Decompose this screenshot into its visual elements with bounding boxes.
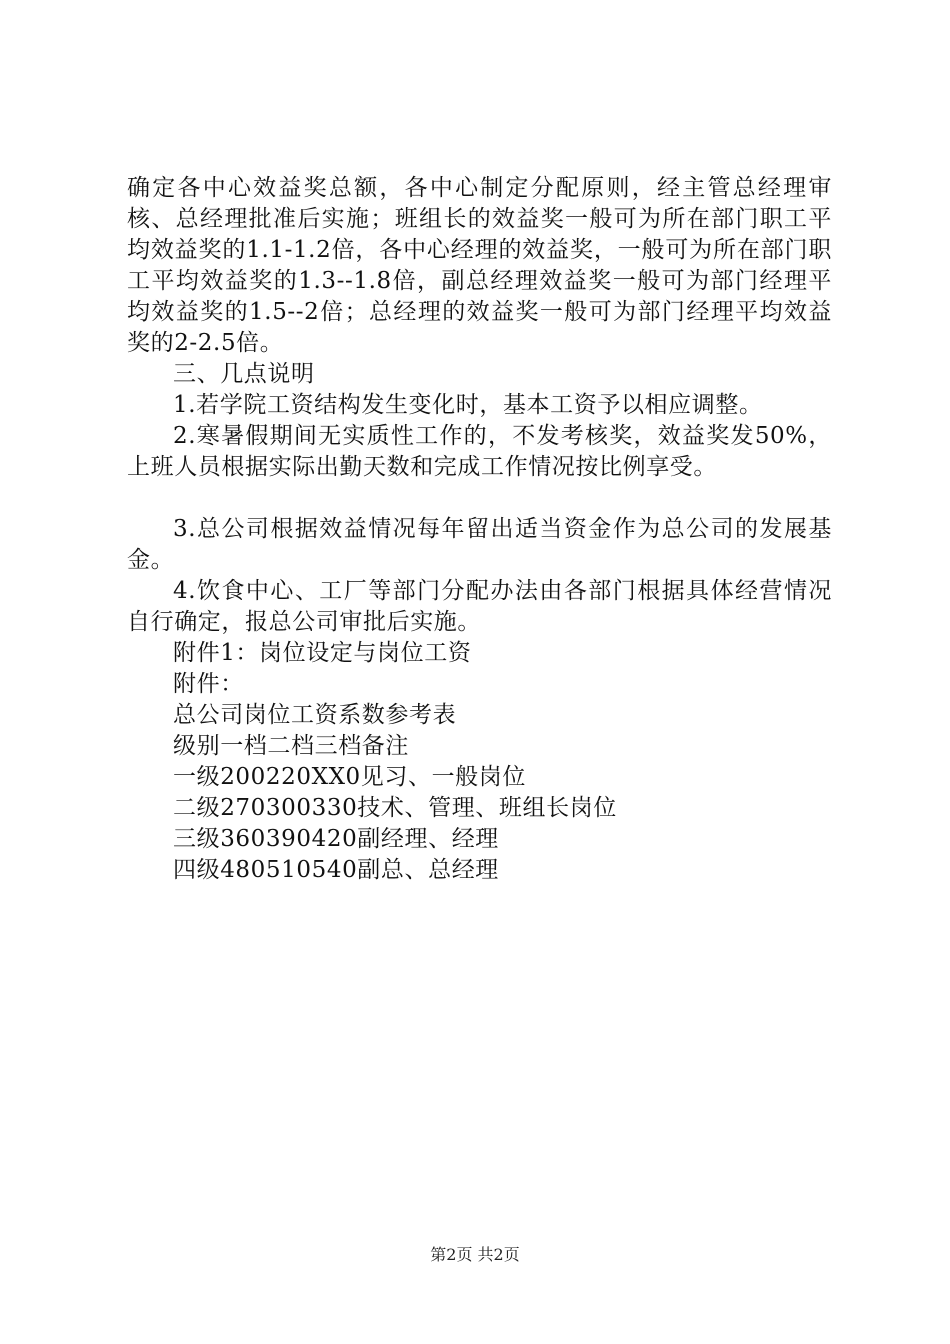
paragraph-bonus-rules: 确定各中心效益奖总额，各中心制定分配原则，经主管总经理审核、总经理批准后实施；班组长的效益奖一般可为所在部门职工平均效益奖的1.1-1.2倍，各中心经理的效益奖，一般可为所在部门职工平均效益奖的1.3--1.8倍，副总经理效益奖一般可为部门经理平均效益奖的1.5--2倍；总经理的效益奖一般可为部门经理平均效益奖的2-2.5倍。 [127, 175, 832, 356]
attachment-label: 附件： [173, 671, 244, 697]
table-row: 三级360390420副经理、经理 [173, 826, 499, 852]
section-heading-notes: 三、几点说明 [173, 361, 315, 387]
table-title: 总公司岗位工资系数参考表 [173, 702, 457, 728]
note-item-2: 2.寒暑假期间无实质性工作的，不发考核奖，效益奖发50%，上班人员根据实际出勤天数和完成工作情况按比例享受。 [127, 423, 832, 480]
note-item-3: 3.总公司根据效益情况每年留出适当资金作为总公司的发展基金。 [127, 516, 832, 573]
document-body [127, 173, 832, 886]
page-number-footer: 第2页 共2页 [430, 1245, 520, 1264]
note-item-1: 1.若学院工资结构发生变化时，基本工资予以相应调整。 [173, 392, 763, 418]
table-row: 四级480510540副总、总经理 [173, 857, 499, 883]
table-row: 二级270300330技术、管理、班组长岗位 [173, 795, 617, 821]
note-item-4: 4.饮食中心、工厂等部门分配办法由各部门根据具体经营情况自行确定，报总公司审批后实施。 [127, 578, 832, 635]
attachment-title: 附件1：岗位设定与岗位工资 [173, 640, 472, 666]
table-row: 一级200220XX0见习、一般岗位 [173, 764, 526, 790]
table-header-row: 级别一档二档三档备注 [173, 733, 409, 759]
blank-line [127, 483, 832, 514]
